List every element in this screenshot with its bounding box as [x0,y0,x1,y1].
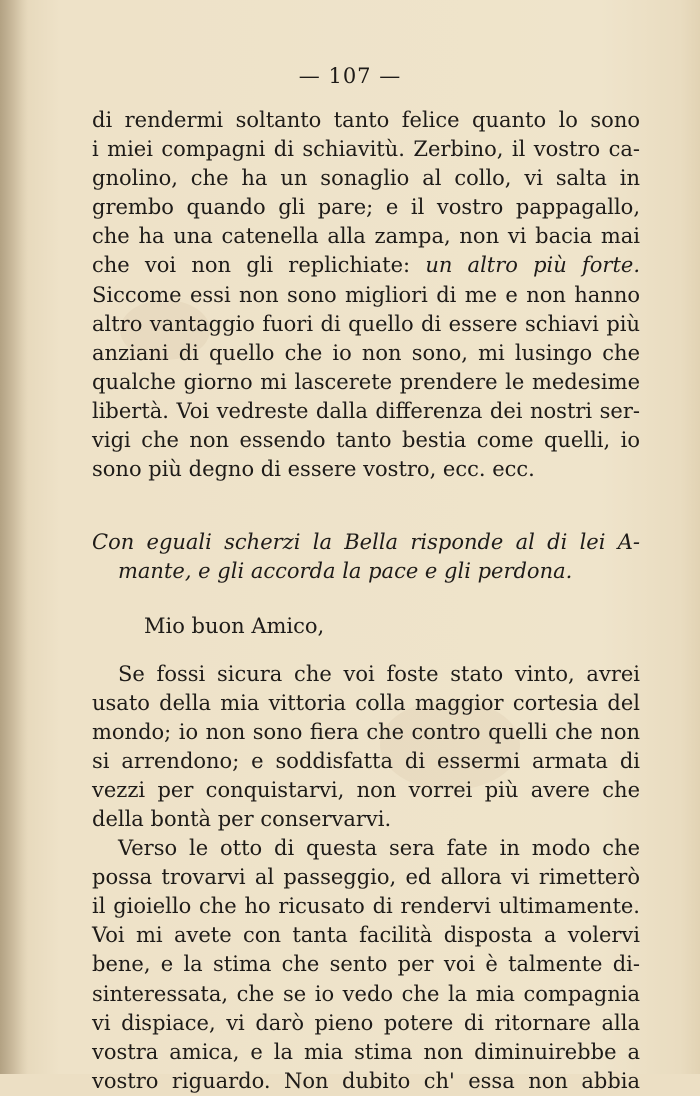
text-line: Verso le otto di questa sera fate in modo che [118,836,640,861]
text-line: Se fossi sicura che voi foste stato vinto, avrei [118,661,640,686]
text-line: grembo quando gli pare; e il vostro pappagallo, [92,195,640,220]
text-line: gnolino, che ha un sonaglio al collo, vi salta in [92,166,640,191]
text-line: qualche giorno mi lascerete prendere le medesime [92,369,640,394]
text-line: mondo; io non sono fiera che contro quelli che non [92,719,640,744]
heading-line: mante, e gli accorda la pace e gli perdona. [118,559,573,584]
text-line: sono più degno di essere vostro, ecc. ecc. [92,457,535,482]
text-line: possa trovarvi al passeggio, ed allora vi rimetterò [92,865,640,890]
salutation: Mio buon Amico, [144,614,325,639]
text-line: che ha una catenella alla zampa, non vi bacia mai [92,224,640,249]
text-line: di rendermi soltanto tanto felice quanto lo sono [92,108,640,132]
italic-quote: un altro più forte. [425,253,640,278]
text-line: si arrendono; e soddisfatta di essermi armata di [92,748,640,773]
text-line: altro vantaggio fuori di quello di essere schiavi più [92,311,640,336]
text-line: vostra amica, e la mia stima non diminuirebbe a [92,1039,640,1064]
section-gap [92,586,640,612]
text-line: libertà. Voi vedreste dalla differenza dei nostri ser- [92,398,640,423]
page-text [92,106,640,1096]
letter-1-body [92,106,640,484]
text-line: Siccome essi non sono migliori di me e non hanno [92,282,640,307]
section-gap [92,484,640,528]
text-line: Voi mi avete con tanta facilità disposta a volervi [92,923,640,948]
heading-line: Con eguali scherzi la Bella risponde al di lei A- [92,530,640,555]
page-number: — 107 — [298,64,402,88]
text-run: che voi non gli replichiate: [92,253,411,278]
text-line: vigi che non essendo tanto bestia come quelli, io [92,428,640,453]
text-line: il gioiello che ho ricusato di rendervi ultimamente. [92,894,640,919]
text-line: vezzi per conquistarvi, non vorrei più avere che [92,777,640,802]
letter-2-paragraph-2 [92,834,640,1096]
text-line: vostro riguardo. Non dubito ch' essa non abbia [92,1068,640,1093]
text-line: sinteressata, che se io vedo che la mia compagnia [92,981,640,1006]
letter-heading [92,528,640,586]
text-line: usato della mia vittoria colla maggior cortesia del [92,690,640,715]
section-gap [92,642,640,660]
text-line: anziani di quello che io non sono, mi lusingo che [92,340,640,365]
gutter-shadow [0,0,28,1074]
text-line: vi dispiace, vi darò pieno potere di ritornare alla [92,1010,640,1035]
text-line: della bontà per conservarvi. [92,806,392,831]
text-line-mixed [92,251,640,280]
text-line: i miei compagni di schiavitù. Zerbino, il vostro ca- [92,137,640,162]
text-line: bene, e la stima che sento per voi è talmente di- [92,952,640,977]
letter-2-paragraph-1 [92,660,640,835]
